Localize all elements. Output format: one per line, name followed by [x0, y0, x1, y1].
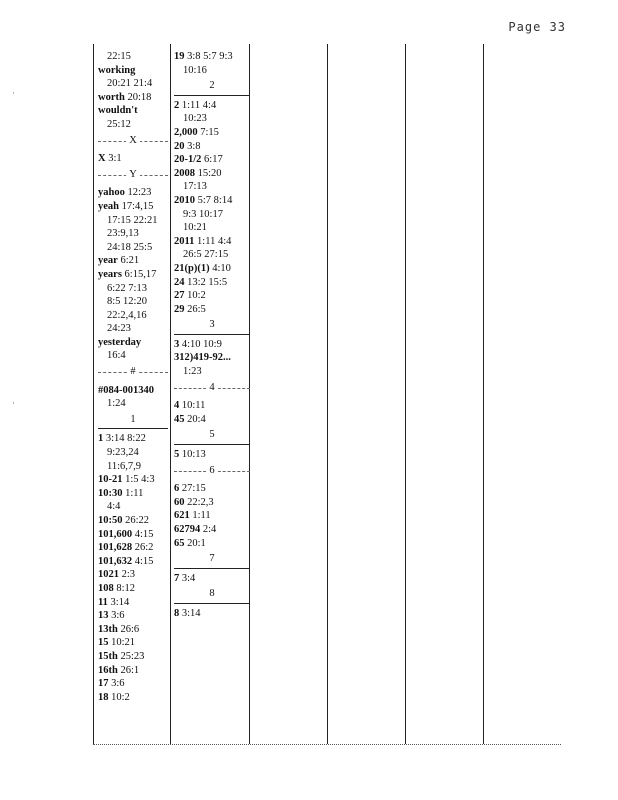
index-refs: 1:11 4:4: [181, 99, 217, 111]
index-entry: [174, 537, 250, 551]
index-refs: 17:4,15: [121, 200, 154, 212]
index-continuation: 8:5 12:20: [107, 296, 147, 308]
index-entry: [174, 289, 250, 303]
column-divider: [405, 44, 406, 744]
index-term: 6: [174, 483, 180, 495]
index-entry: [98, 582, 168, 596]
index-refs: 26:5: [187, 303, 206, 315]
section-header: [174, 79, 250, 96]
index-entry: [98, 623, 168, 637]
index-continuation: 10:23: [183, 113, 207, 125]
index-refs: 6:15,17: [124, 268, 157, 280]
section-header: [174, 552, 250, 569]
index-refs: 6:17: [204, 154, 223, 166]
index-refs: 26:6: [120, 623, 140, 635]
index-term: #084-001340: [98, 384, 154, 396]
frame-bottom-rule: [93, 744, 561, 745]
index-term: 21(p)(1): [174, 262, 210, 274]
section-header: [174, 428, 250, 445]
index-column-1: [98, 50, 168, 704]
index-refs: 2:3: [121, 569, 136, 581]
index-term: 101,632: [98, 555, 133, 567]
index-entry: [98, 487, 168, 501]
index-continuation: 10:21: [183, 222, 207, 234]
section-letter: #: [127, 366, 138, 377]
index-refs: 3:8 5:7 9:3: [187, 51, 233, 62]
index-term: 27: [174, 290, 185, 302]
index-term: 7: [174, 572, 180, 584]
index-entry: [98, 555, 168, 569]
section-header: [98, 365, 168, 381]
index-refs: 1:11: [192, 510, 211, 522]
section-header: [98, 168, 168, 184]
index-entry: [98, 186, 168, 200]
index-term: 10-21: [98, 474, 123, 486]
index-entry: [174, 338, 250, 352]
index-term: 11: [98, 596, 108, 608]
index-entry: [98, 664, 168, 678]
index-refs: 8:12: [116, 582, 136, 594]
index-entry: [98, 91, 168, 105]
index-term: yesterday: [98, 336, 142, 348]
index-continuation: 16:4: [107, 350, 126, 362]
index-refs: 26:22: [125, 515, 150, 526]
section-letter: 1: [127, 414, 138, 425]
column-divider: [327, 44, 328, 744]
index-continuation: 6:22 7:13: [107, 282, 147, 294]
index-entry: [98, 541, 168, 555]
index-refs: 10:21: [111, 637, 136, 649]
index-refs: 3:14 8:22: [105, 433, 146, 445]
index-term: working: [98, 64, 136, 76]
index-refs: 2:4: [202, 524, 217, 535]
index-term: 4: [174, 400, 180, 412]
index-entry: [174, 194, 250, 208]
index-term: 1021: [98, 569, 119, 581]
index-continuation: 22:15: [107, 51, 131, 62]
index-continuation: 17:15 22:21: [107, 214, 158, 226]
index-continuation: 25:12: [107, 118, 131, 130]
index-term: 65: [174, 537, 185, 549]
index-refs: 4:10 10:9: [181, 338, 222, 350]
index-continuation: 11:6,7,9: [107, 460, 142, 472]
index-term: 29: [174, 303, 185, 315]
index-entry: [98, 636, 168, 650]
column-divider: [483, 44, 484, 744]
section-letter: 5: [206, 429, 217, 440]
index-continuation: 10:16: [183, 64, 207, 76]
index-refs: 20:1: [187, 537, 206, 549]
index-continuation: 23:9,13: [107, 228, 139, 240]
index-refs: 26:1: [120, 664, 140, 676]
index-refs: 6:21: [120, 255, 140, 267]
index-refs: 3:4: [181, 572, 196, 584]
index-refs: 3:8: [187, 140, 201, 152]
index-refs: 27:15: [181, 483, 206, 495]
index-refs: 10:2: [111, 691, 130, 703]
section-letter: 8: [206, 588, 217, 599]
margin-mark: ·: [12, 88, 15, 98]
index-term: year: [98, 255, 118, 267]
index-entry: [174, 126, 250, 140]
index-refs: 3:6: [111, 610, 125, 622]
index-entry: [98, 650, 168, 664]
column-divider: [170, 44, 171, 744]
index-term: 15th: [98, 650, 118, 662]
index-refs: 22:2,3: [187, 496, 214, 508]
index-entry: [98, 152, 168, 166]
index-refs: 1:11: [125, 487, 144, 499]
index-term: 15: [98, 637, 109, 649]
index-entry: [98, 677, 168, 691]
section-header: [174, 587, 250, 604]
index-term: 2: [174, 99, 180, 111]
index-entry: [174, 99, 250, 113]
index-refs: 5:7 8:14: [197, 194, 233, 206]
section-header: [174, 381, 250, 397]
index-term: 2011: [174, 235, 195, 247]
section-letter: 3: [206, 319, 217, 330]
index-refs: 1:11 4:4: [197, 235, 232, 247]
index-continuation: 1:24: [107, 398, 126, 410]
index-term: 10:30: [98, 487, 123, 499]
index-term: 108: [98, 582, 114, 594]
index-entry: [174, 153, 250, 167]
index-refs: 4:15: [134, 555, 154, 567]
index-term: 5: [174, 449, 180, 461]
index-entry: [174, 167, 250, 181]
index-entry: [174, 482, 250, 496]
index-continuation: 4:4: [107, 501, 121, 513]
index-term: 101,628: [98, 542, 133, 554]
index-continuation: 22:2,4,16: [107, 309, 147, 321]
margin-mark: ·: [12, 398, 15, 408]
index-term: 13: [98, 610, 109, 622]
index-continuation: 1:23: [183, 366, 202, 378]
index-entry: [174, 572, 250, 586]
index-entry: [98, 609, 168, 623]
index-term: 13th: [98, 623, 118, 635]
index-entry: [98, 254, 168, 268]
index-refs: 4:10: [212, 262, 231, 274]
index-entry: [98, 336, 168, 350]
index-entry: [98, 596, 168, 610]
index-term: 19: [174, 51, 185, 62]
index-term: 16th: [98, 664, 118, 676]
index-continuation: 20:21 21:4: [107, 78, 153, 90]
index-term: 17: [98, 678, 109, 690]
index-entry: [174, 140, 250, 154]
index-entry: [174, 235, 250, 249]
index-entry: [174, 448, 250, 462]
section-header: [98, 413, 168, 430]
section-letter: X: [126, 135, 140, 146]
index-continuation: 24:23: [107, 323, 131, 335]
index-refs: 10:2: [187, 290, 206, 302]
index-entry: [174, 509, 250, 523]
index-refs: 4:15: [134, 528, 154, 540]
section-header: [174, 318, 250, 335]
index-entry: [174, 523, 250, 537]
index-term: 312)419-92...: [174, 352, 231, 364]
index-term: yahoo: [98, 187, 125, 199]
index-entry: [174, 351, 250, 365]
index-term: 2,000: [174, 126, 198, 138]
index-entry: [98, 432, 168, 446]
index-continuation: 17:13: [183, 181, 207, 193]
index-term: 2010: [174, 194, 195, 206]
index-continuation: 24:18 25:5: [107, 241, 153, 253]
index-refs: 3:1: [108, 153, 122, 165]
index-term: wouldn't: [98, 105, 138, 117]
index-term: 20-1/2: [174, 154, 202, 166]
index-term: 18: [98, 691, 109, 703]
index-entry: [98, 200, 168, 214]
index-refs: 3:6: [111, 678, 125, 690]
section-header: [98, 134, 168, 150]
index-refs: 7:15: [200, 126, 219, 138]
index-entry: [98, 691, 168, 705]
index-refs: 1:5 4:3: [125, 474, 155, 486]
index-entry: [174, 496, 250, 510]
index-refs: 15:20: [197, 167, 222, 179]
index-refs: 3:14: [181, 607, 201, 619]
index-term: 621: [174, 510, 190, 522]
index-continuation: 9:23,24: [107, 447, 139, 459]
index-entry: [174, 607, 250, 621]
index-continuation: 9:3 10:17: [183, 208, 223, 220]
section-letter: 6: [206, 465, 217, 476]
section-letter: Y: [126, 169, 140, 180]
index-term: 1: [98, 433, 104, 445]
index-term: 10:50: [98, 515, 123, 526]
index-refs: 10:13: [181, 449, 206, 461]
section-header: [174, 464, 250, 480]
index-entry: [98, 384, 168, 398]
index-refs: 10:11: [181, 400, 206, 412]
index-continuation: 26:5 27:15: [183, 249, 229, 261]
index-term: 45: [174, 413, 185, 425]
index-entry: [98, 568, 168, 582]
index-refs: 12:23: [127, 187, 152, 199]
index-term: 62794: [174, 524, 201, 535]
index-term: yeah: [98, 200, 119, 212]
index-entry: [174, 413, 250, 427]
index-entry: [174, 50, 250, 64]
index-term: 60: [174, 496, 185, 508]
index-entry: [174, 303, 250, 317]
index-term: worth: [98, 91, 125, 103]
index-term: years: [98, 268, 122, 280]
index-refs: 26:2: [134, 542, 154, 554]
index-refs: 20:4: [187, 413, 206, 425]
index-entry: [174, 276, 250, 290]
index-term: X: [98, 153, 106, 165]
index-entry: [98, 104, 168, 118]
index-refs: 20:18: [127, 91, 152, 103]
index-entry: [98, 473, 168, 487]
index-entry: [174, 399, 250, 413]
index-term: 24: [174, 276, 185, 288]
index-term: 3: [174, 338, 180, 350]
index-refs: 3:14: [110, 596, 130, 608]
index-entry: [98, 64, 168, 78]
index-term: 20: [174, 140, 185, 152]
index-entry: [174, 262, 250, 276]
index-column-2: [174, 50, 250, 621]
section-letter: 4: [206, 382, 217, 393]
index-term: 2008: [174, 167, 195, 179]
index-entry: [98, 514, 168, 528]
index-refs: 25:23: [120, 650, 145, 662]
page-number: Page 33: [508, 20, 566, 34]
index-term: 8: [174, 607, 180, 619]
section-letter: 7: [206, 553, 217, 564]
index-term: 101,600: [98, 528, 133, 540]
index-entry: [98, 268, 168, 282]
section-letter: 2: [206, 80, 217, 91]
index-refs: 13:2 15:5: [187, 276, 228, 288]
index-entry: [98, 528, 168, 542]
